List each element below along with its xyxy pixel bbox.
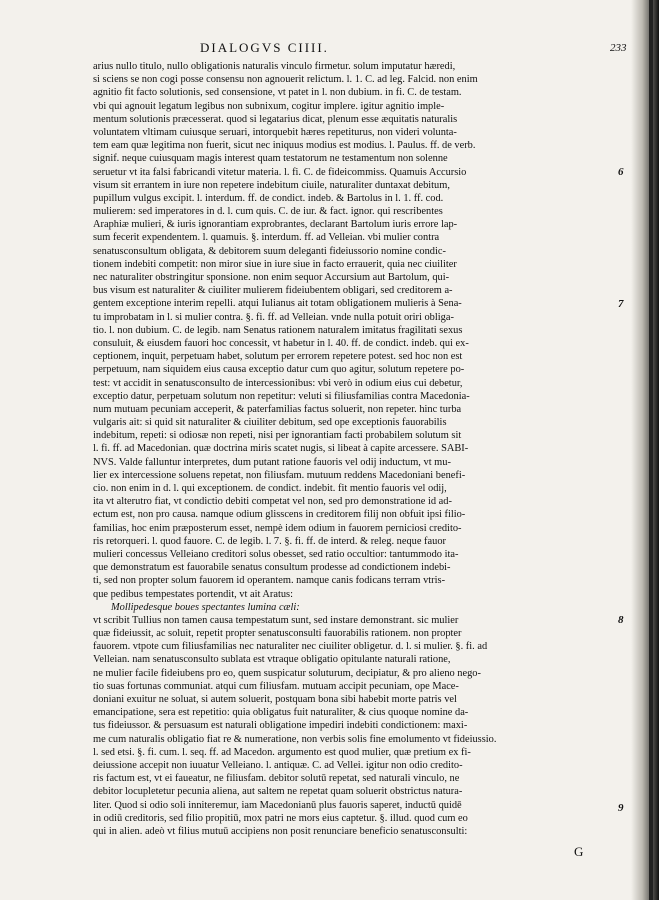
text-line: deiussione accepit non iuuatur Velleiano. l. antiquæ. C. ad Vellei. igitur non odio credito- xyxy=(93,759,463,771)
text-line: mulierem: sed imperatores in d. l. cum quis. C. de iur. & fact. ignor. qui rescribentes xyxy=(93,206,443,218)
page-number: 233 xyxy=(610,42,627,54)
text-line: quæ fideiussit, ac soluit, repetit propter senatusconsulti fauorabilis rationem. non propter xyxy=(93,628,462,640)
catchword: G xyxy=(574,844,584,859)
text-line: agnitio fit facto solutionis, sed consensione, vt patet in l. non dubium. in fi. C. de testam. xyxy=(93,87,462,99)
text-line: indebitum, repeti: si odiosæ non repeti, nisi per ignorantiam facti probabilem solutum sit xyxy=(93,430,462,442)
page-header xyxy=(0,40,659,60)
text-line: qui in alien. adeò vt filius mutuū accipiens non posit renunciare beneficio senatusconsulti: xyxy=(93,825,468,837)
text-line: tu improbatam in l. si mulier contra. §. fi. ff. ad Velleian. vnde nulla potuit oriri obliga- xyxy=(93,311,454,323)
text-line: gentem exceptione interim repelli. atqui Iulianus ait totam obligationem mulieris à Sena- xyxy=(93,298,462,310)
text-line: emancipatione, sera est repetitio: quia obligatus fuit naturaliter, & cius quoque nomine da- xyxy=(93,707,469,719)
text-line: mentum solutionis præcesserat. quod si legatarius dicat, plenum esse æquitatis naturalis xyxy=(93,113,458,125)
text-line: exceptio datur, perpetuam solutum non repetitur: veluti si filiusfamilias contra Macedonia- xyxy=(93,390,470,402)
text-line: debitor locupletetur pecunia aliena, aut saltem ne repetat quam soluerit obstrictus natura- xyxy=(93,786,463,798)
text-line: ti, sed non propter solum fauorem id operantem. namque canis fodicans terram vtris- xyxy=(93,575,446,587)
page-edge-shadow xyxy=(631,0,659,900)
text-line: mulieri concessus Velleiano creditori solus obesset, sed ratio occultior: tantummodo ita- xyxy=(93,548,459,560)
text-line: tionem indebiti competit: non miror siue in iure siue in facto errauerit, quia nec ciuiliter xyxy=(93,258,457,270)
text-line: l. fi. ff. ad Macedonian. quæ doctrina miris scatet nugis, si libeat à capite arcessere. SABI- xyxy=(93,443,469,455)
text-line: ectum est, non pro causa. namque odium glisscens in creditorem filij non obfuit ipsi filio- xyxy=(93,509,466,521)
text-line: tio suas fortunas communiat. atqui cum filiusfam. mutuam accipit pecuniam, ope Mace- xyxy=(93,680,459,692)
text-line: tus fideiussor. & persuasum est naturali obligatione impediri indebiti condictionem: maxi- xyxy=(93,720,468,732)
text-line: vt scribit Tullius non tamen causa tempestatum sunt, sed instare demonstrant. sic mulier xyxy=(93,614,459,626)
text-line: visum sit errantem in iure non repetere indebitum ciuile, naturaliter duntaxat debitum, xyxy=(93,179,450,191)
text-line: voluntatem vltimam cuiusque seruari, intorquebit hæres repetiturus, non videri volunta- xyxy=(93,126,457,138)
text-line: signif. neque cuiusquam magis interest quam testatorum ne testamentum non solenne xyxy=(93,153,448,165)
text-line: ris retorqueri. l. quod fauore. C. de legib. l. 7. §. fi. ff. de interd. & releg. neque fauor xyxy=(93,535,446,547)
margin-number: 8 xyxy=(618,614,624,626)
text-line: cio. non enim in d. l. qui exceptionem. de condict. indebit. fit mentio fauoris vel odij, xyxy=(93,483,447,494)
text-line: perpetuum, nam siquidem eius causa exceptio datur cum quo agitur, solutum repetere po- xyxy=(93,364,465,376)
text-line: consuluit, & eiusdem fauori hoc concessit, vt habetur in l. 40. ff. de condict. indeb. qui ex- xyxy=(93,337,469,349)
text-line: si sciens se non cogi posse consensu non agnouerit relictum. l. 1. C. ad leg. Falcid. non enim xyxy=(93,74,478,86)
text-line: arius nullo titulo, nullo obligationis naturalis vinculo firmetur. solum imputatur hæredi, xyxy=(93,61,456,72)
text-line: ceptionem, inquit, perpetuam habet, solutum per errorem repetere potest. sed hoc non est xyxy=(93,351,463,363)
margin-number: 9 xyxy=(618,802,624,814)
margin-number: 6 xyxy=(618,166,624,178)
text-line: seruetur vt ita falsi fabricandi vitetur materia. l. fi. C. de fideicommiss. Quamuis Accursio xyxy=(93,166,467,178)
text-line: NVS. Valde falluntur interpretes, dum putant ratione fauoris vel odij inductum, vt mu- xyxy=(93,456,451,468)
text-line: me cum naturalis obligatio fiat re & numeratione, non verbis solis fine emolumento vt fideiussio. xyxy=(93,733,497,745)
text-line: tem eam quæ legitima non fuerit, sicut nec iniquus modius est modius. l. Paulus. ff. de verb. xyxy=(93,140,476,152)
text-line: liter. Quod si odio soli inniteremur, iam Macedonianū plus fauoris saperet, inductū quidē xyxy=(93,799,462,811)
text-line: tio. l. non dubium. C. de legib. nam Senatus rationem naturalem imitatus fragilitati sexus xyxy=(93,324,463,336)
text-line: ne mulier facile fideiubens pro eo, quem suspicatur soluturum, decipiatur, & pro alieno nego- xyxy=(93,667,481,679)
text-line: pupillum vulgus excipit. l. interdum. ff. de condict. indeb. & Bartolus in l. 1. ff. cod. xyxy=(93,192,444,204)
margin-number: 7 xyxy=(618,298,624,310)
text-line: que pedibus tempestates portendit, vt ait Aratus: xyxy=(93,588,293,600)
text-line: Araphiæ mulieri, & iuris ignorantiam exprobrantes, declarant Bartolum iuris errore lap- xyxy=(93,219,458,231)
running-head: DIALOGVS CIIII. xyxy=(200,40,329,55)
text-line: sum fecerit expendentem. l. quamuis. §. interdum. ff. ad Velleian. vbi mulier contra xyxy=(93,232,440,244)
text-line: ris factum est, vt ei faueatur, ne filiusfam. debitor solutū repetat, sed naturali vinculo, ne xyxy=(93,773,460,785)
text-line: test: vt accidit in senatusconsulto de intercessionibus: vbi verò in odium eius cui debetur, xyxy=(93,377,463,389)
text-line: fauorem. vtpote cum filiusfamilias nec naturaliter nec ciuiliter obligetur. d. l. si mulier. §. fi. ad xyxy=(93,641,488,653)
text-line: in odiū creditoris, sed filio propitiū, mox patri ne mors eius captetur. §. illud. quod cum eo xyxy=(93,812,468,824)
text-line: nec naturaliter obstringitur sponsione. non enim sequor Accursium aut Bartolum, qui- xyxy=(93,272,450,283)
text-line: Velleian. nam senatusconsulto sublata est vtraque obligatio opitulante naturali ratione, xyxy=(93,654,451,666)
text-line: senatusconsultum obligata, & debitorem suum deleganti fideiussorio nomine condic- xyxy=(93,245,446,257)
text-line: ita vt alterutro fiat, vt condictio debiti competat vel non, sed pro demonstratione id ad- xyxy=(93,496,452,508)
text-line: lier ex intercessione soluens repetat, non filiusfam. mutuum reddens Macedoniani benefi- xyxy=(93,469,466,481)
text-line: l. sed etsi. §. fi. cum. l. seq. ff. ad Macedon. argumento est quod mulier, quæ pretium ex fi- xyxy=(93,746,471,758)
text-line: num mutuam pecuniam acceperit, & paterfamilias factus soluerit, non repeter. hinc turba xyxy=(93,403,462,415)
text-line: vulgaris ait: si quid sit naturaliter & ciuiliter debitum, sed ope exceptionis fauorabilis xyxy=(93,417,447,429)
text-line: vbi qui agnouit legatum legibus non subnixum, cogitur implere. igitur agnitio imple- xyxy=(93,100,445,112)
text-line: familias, hoc enim præposterum esset, nempè idem odium in fauorem perniciosi credito- xyxy=(93,522,462,534)
text-line: que demonstratum est fauorabile senatus consultum prodesse ad condictionem indebi- xyxy=(93,562,451,574)
text-line: Mollipedesque boues spectantes lumina cæli: xyxy=(111,601,300,613)
text-line: doniani exuitur ne soluat, si autem soluerit, postquam bona sibi habebit morte patris vel xyxy=(93,694,457,705)
text-line: bus visum est naturaliter & ciuiliter mulierem fideiubentem obligari, sed creditorem a- xyxy=(93,285,453,297)
body-text xyxy=(93,60,611,838)
